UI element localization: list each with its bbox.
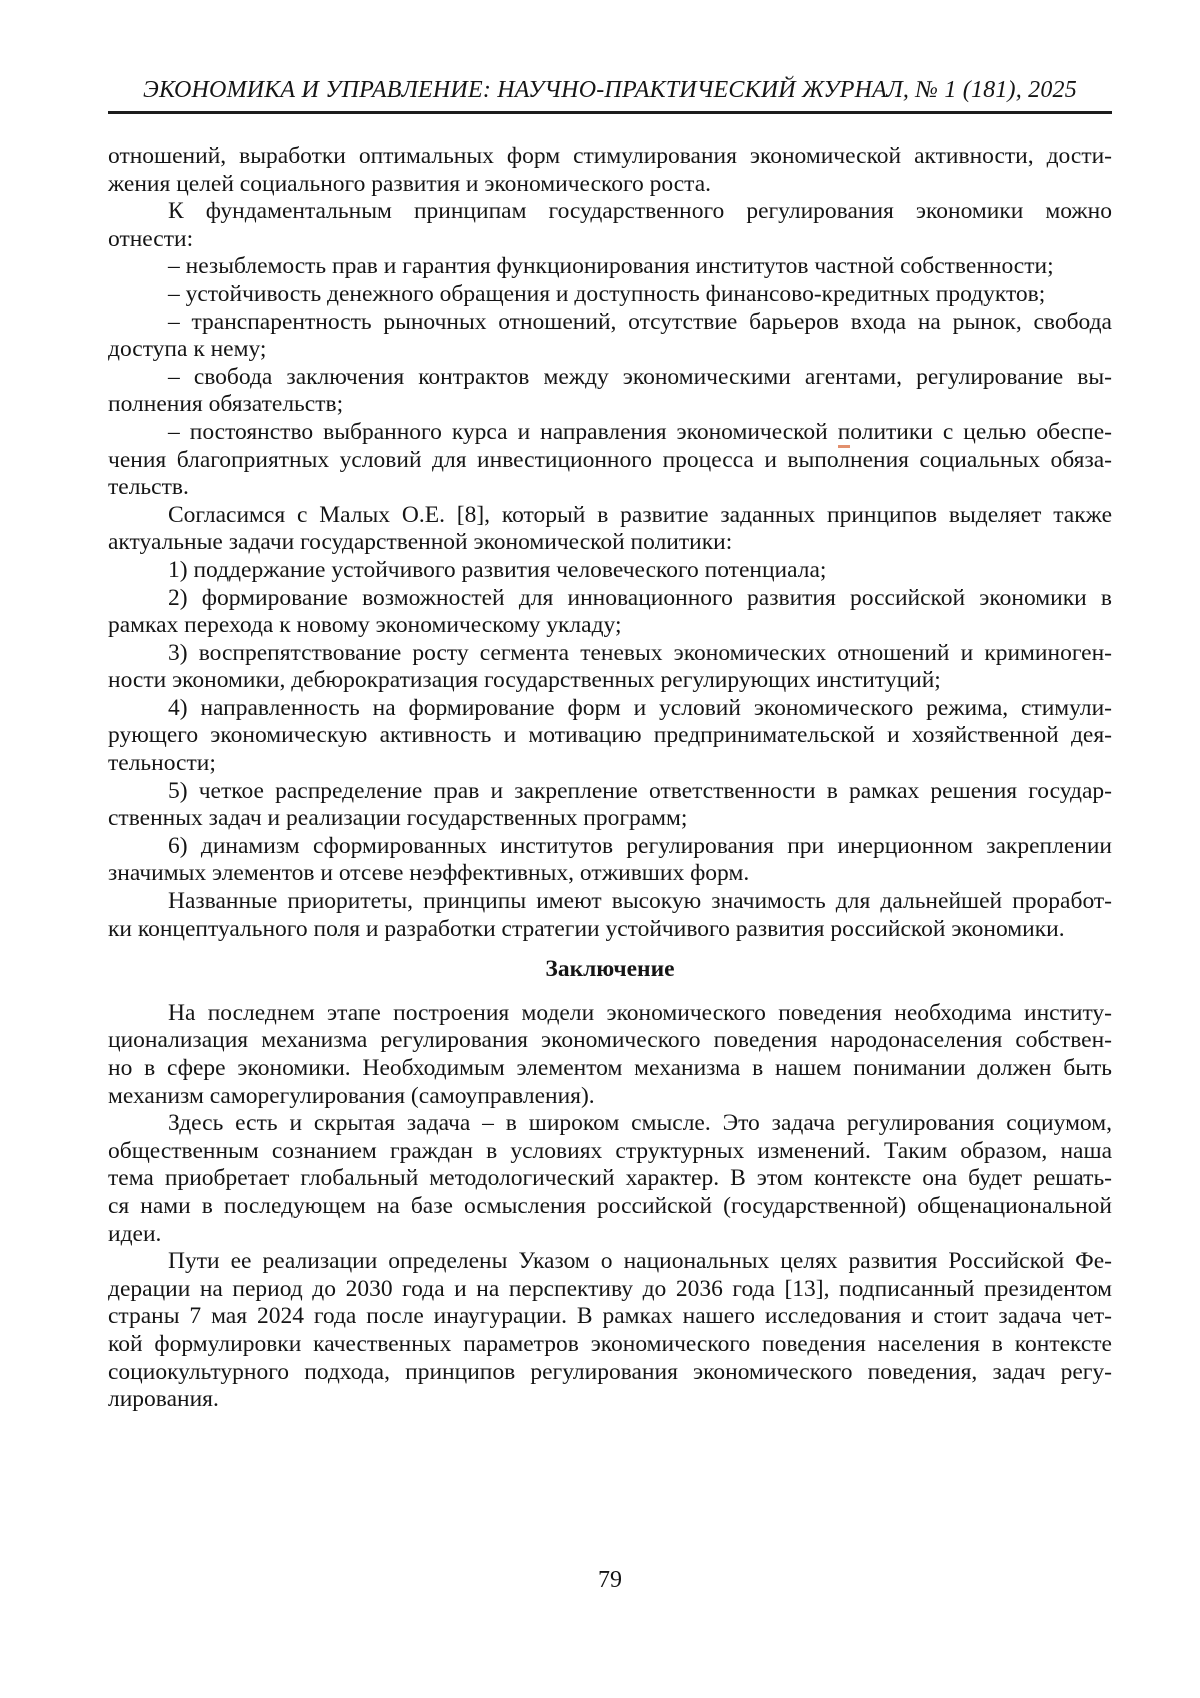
paragraph <box>108 585 1112 640</box>
spellcheck-underline: п <box>838 419 851 448</box>
page-footer <box>108 1566 1112 1594</box>
paragraph <box>108 695 1112 778</box>
text-line: но в сфере экономики. Необходимым элементом механизма в нашем понимании должен быть <box>108 1055 1112 1081</box>
paragraph <box>108 640 1112 695</box>
text-line: Согласимся с Малых О.Е. [8], который в развитие заданных принципов выделяет также <box>168 501 1112 528</box>
text-line: актуальные задачи государственной экономической политики: <box>108 529 733 556</box>
paragraph <box>108 888 1112 943</box>
journal-header-title: ЭКОНОМИКА И УПРАВЛЕНИЕ: НАУЧНО-ПРАКТИЧЕСКИЙ ЖУРНАЛ, № 1 (181), 2025 <box>143 77 1077 103</box>
page-header <box>108 76 1112 114</box>
text-line: отнести: <box>108 225 194 252</box>
text-line: 6) динамизм сформированных институтов регулирования при инерционном закреплении <box>168 832 1112 859</box>
text-line: 2) формирование возможностей для инновационного развития российской экономики в <box>168 584 1112 611</box>
text-line: На последнем этапе построения модели экономического поведения необходима институ- <box>168 999 1112 1026</box>
text-line: 1) поддержание устойчивого развития человеческого потенциала; <box>168 556 827 583</box>
paragraph <box>108 143 1112 198</box>
text-line: Названные приоритеты, принципы имеют высокую значимость для дальнейшей проработ- <box>168 888 1112 915</box>
text-line: – устойчивость денежного обращения и доступность финансово-кредитных продуктов; <box>168 280 1046 307</box>
text-line: жения целей социального развития и экономического роста. <box>108 170 712 197</box>
text-line: лирования. <box>108 1386 219 1413</box>
text-line: кой формулировки качественных параметров экономического поведения населения в контексте <box>108 1330 1112 1357</box>
section-heading: Заключение <box>545 956 675 983</box>
text-line: страны 7 мая 2024 года после инаугурации. В рамках нашего исследования и стоит задача чет- <box>108 1303 1112 1330</box>
article-body <box>108 143 1112 1414</box>
paragraph <box>108 309 1112 364</box>
text-line: ственных задач и реализации государственных программ; <box>108 805 688 832</box>
text-line: – свобода заключения контрактов между экономическими агентами, регулирование вы- <box>168 363 1112 390</box>
text-line: Здесь есть и скрытая задача – в широком смысле. Это задача регулирования социумом, <box>168 1110 1112 1137</box>
paragraph <box>108 281 1112 309</box>
text-line: – постоянство выбранного курса и направления экономической политики с целью обеспе- <box>108 419 1112 447</box>
text-line: ционализация механизма регулирования экономического поведения народонаселения собствен- <box>108 1027 1112 1054</box>
text-line: социокультурного подхода, принципов регулирования экономического поведения, задач регу- <box>108 1358 1112 1385</box>
text-line: – незыблемость прав и гарантия функционирования институтов частной собственности; <box>168 253 1054 280</box>
text-line: общественным сознанием граждан в условиях структурных изменений. Таким образом, наша <box>108 1137 1112 1164</box>
text-line: 3) воспрепятствование росту сегмента теневых экономических отношений и криминоген- <box>168 639 1112 666</box>
paragraph <box>108 1110 1112 1248</box>
text-line: Пути ее реализации определены Указом о национальных целях развития Российской Фе- <box>168 1248 1112 1275</box>
text-line: ся нами в последующем на базе осмысления российской (государственной) общенациональной <box>108 1192 1112 1219</box>
text-line: дерации на период до 2030 года и на перспективу до 2036 года [13], подписанный президентом <box>108 1275 1112 1302</box>
header-rule <box>108 111 1112 114</box>
text-line: тема приобретает глобальный методологический характер. В этом контексте она будет решать- <box>108 1165 1112 1192</box>
text-line: 5) четкое распределение прав и закрепление ответственности в рамках решения государ- <box>168 777 1112 804</box>
text-line: ности экономики, дебюрократизация государственных регулирующих институций; <box>108 667 941 694</box>
paragraph <box>108 198 1112 253</box>
text-line: К фундаментальным принципам государственного регулирования экономики можно <box>168 198 1112 225</box>
text-line: полнения обязательств; <box>108 391 344 418</box>
text-line: тельств. <box>108 474 189 501</box>
paragraph <box>108 1000 1112 1110</box>
text-line: рующего экономическую активность и мотивацию предпринимательской и хозяйственной дея- <box>108 722 1112 749</box>
text-line: ки концептуального поля и разработки стратегии устойчивого развития российской экономики. <box>108 915 1065 942</box>
paragraph <box>108 364 1112 419</box>
text-line: 4) направленность на формирование форм и условий экономического режима, стимули- <box>168 694 1112 721</box>
text-line: чения благоприятных условий для инвестиционного процесса и выполнения социальных обяза- <box>108 446 1112 473</box>
paragraph <box>108 833 1112 888</box>
paragraph <box>108 419 1112 502</box>
text-line: отношений, выработки оптимальных форм стимулирования экономической активности, дости- <box>108 143 1112 169</box>
text-line: механизм саморегулирования (самоуправления). <box>108 1082 595 1109</box>
text-line: значимых элементов и отсеве неэффективных, отживших форм. <box>108 860 750 887</box>
text-line: тельности; <box>108 750 216 777</box>
text-line: идеи. <box>108 1220 162 1247</box>
paragraph <box>108 1248 1112 1414</box>
paragraph <box>108 502 1112 557</box>
page-number: 79 <box>598 1567 622 1593</box>
paragraph <box>108 778 1112 833</box>
text-line: рамках перехода к новому экономическому укладу; <box>108 612 622 639</box>
paragraph <box>108 557 1112 585</box>
paragraph <box>108 253 1112 281</box>
text-line: доступа к нему; <box>108 336 267 363</box>
text-line: – транспарентность рыночных отношений, отсутствие барьеров входа на рынок, свобода <box>168 308 1112 335</box>
